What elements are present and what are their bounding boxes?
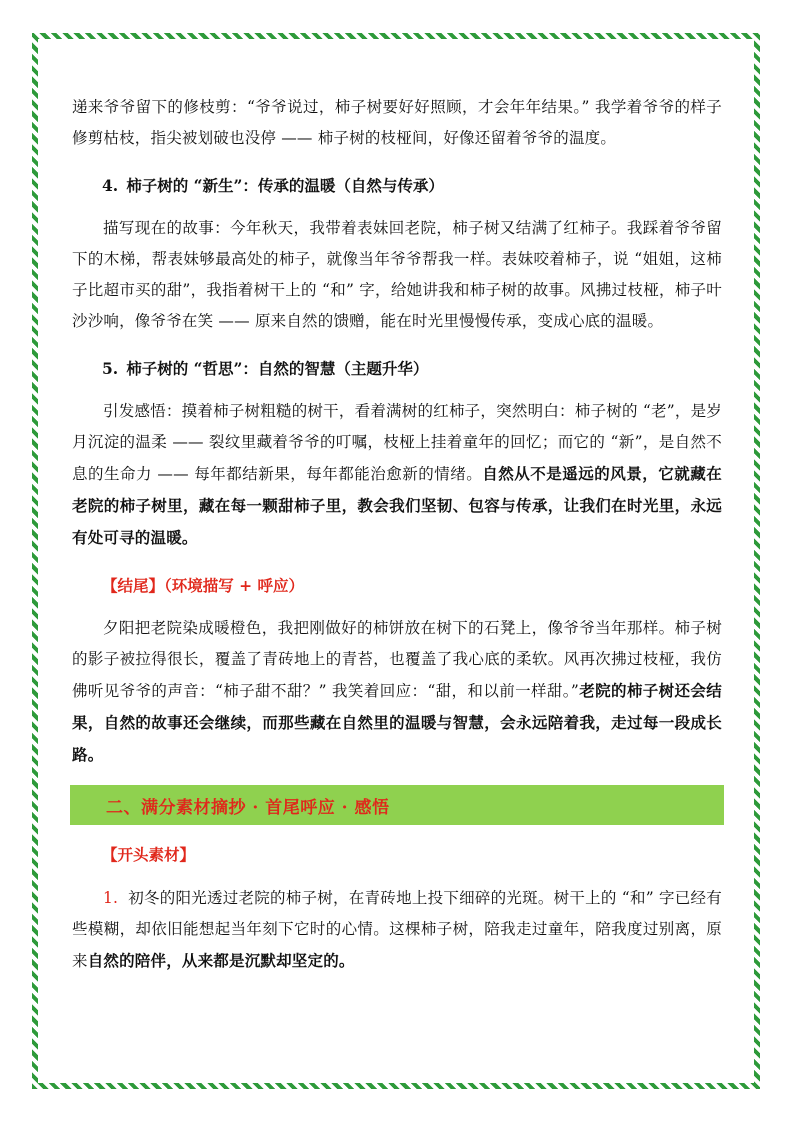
- section-5-number: 5.: [102, 359, 119, 378]
- opening-item-number: 1.: [103, 889, 119, 907]
- section-5-heading: [102, 353, 722, 384]
- paragraph-continued: 递来爷爷留下的修枝剪：“爷爷说过，柿子树要好好照顾，才会年年结果。” 我学着爷爷的样子修剪枯枝，指尖被划破也没停 —— 柿子树的枝桠间，好像还留着爷爷的温度。: [72, 98, 722, 147]
- section-banner: [70, 785, 724, 825]
- ending-body: [72, 613, 722, 771]
- ending-heading: [102, 570, 722, 601]
- section-4-title: 柿子树的 “新生”：传承的温暖（自然与传承）: [126, 176, 444, 195]
- section-banner-title: 二、满分素材摘抄 · 首尾呼应 · 感悟: [106, 797, 390, 818]
- section-4-number: 4.: [102, 176, 119, 195]
- section-5-body: [72, 396, 722, 554]
- ending-body-bold: 老院的柿子树还会结果，自然的故事还会继续，而那些藏在自然里的温暖与智慧，会永远陪着我，走过每一段成长路。: [72, 681, 722, 764]
- opening-tag: 【开头素材】: [102, 845, 196, 864]
- document-body: [72, 92, 722, 977]
- opening-item-bold: 自然的陪伴，从来都是沉默却坚定的。: [87, 951, 355, 970]
- ending-tag: 【结尾】: [102, 576, 165, 595]
- section-5-body-bold: 自然从不是遥远的风景，它就藏在老院的柿子树里，藏在每一颗甜柿子里，教会我们坚韧、包容与传承，让我们在时光里，永远有处可寻的温暖。: [72, 464, 722, 547]
- ending-body-plain: 夕阳把老院染成暖橙色，我把刚做好的柿饼放在树下的石凳上，像爷爷当年那样。柿子树的影子被拉得很长，覆盖了青砖地上的青苔，也覆盖了我心底的柔软。风再次拂过枝桠，我仿佛听见爷爷的声音：“柿子甜不甜？” 我笑着回应：“甜，和以前一样甜。”: [72, 619, 722, 700]
- ending-tag-note: （环境描写 + 呼应）: [164, 576, 305, 595]
- section-5-body-plain: 引发感悟：摸着柿子树粗糙的树干，看着满树的红柿子，突然明白：柿子树的 “老”，是岁月沉淀的温柔 —— 裂纹里藏着爷爷的叮嘱，枝桠上挂着童年的回忆；而它的 “新”，是自然不息的生命力 —— 每年都结新果，每年都能治愈新的情绪。: [72, 402, 722, 483]
- section-5-title: 柿子树的 “哲思”：自然的智慧（主题升华）: [126, 359, 429, 378]
- section-4-heading: [102, 170, 722, 201]
- opening-item-1: [72, 883, 722, 977]
- section-4-body: 描写现在的故事：今年秋天，我带着表妹回老院，柿子树又结满了红柿子。我踩着爷爷留下的木梯，帮表妹够最高处的柿子，就像当年爷爷帮我一样。表妹咬着柿子，说 “姐姐，这柿子比超市买的甜”，我指着树干上的 “和” 字，给她讲我和柿子树的故事。风拂过枝桠，柿子叶沙沙响，像爷爷在笑 —— 原来自然的馈赠，能在时光里慢慢传承，变成心底的温暖。: [72, 219, 722, 330]
- opening-heading: [102, 839, 722, 871]
- opening-item-plain: 初冬的阳光透过老院的柿子树，在青砖地上投下细碎的光斑。树干上的 “和” 字已经有些模糊，却依旧能想起当年刻下它时的心情。这棵柿子树，陪我走过童年，陪我度过别离，原来: [72, 889, 722, 970]
